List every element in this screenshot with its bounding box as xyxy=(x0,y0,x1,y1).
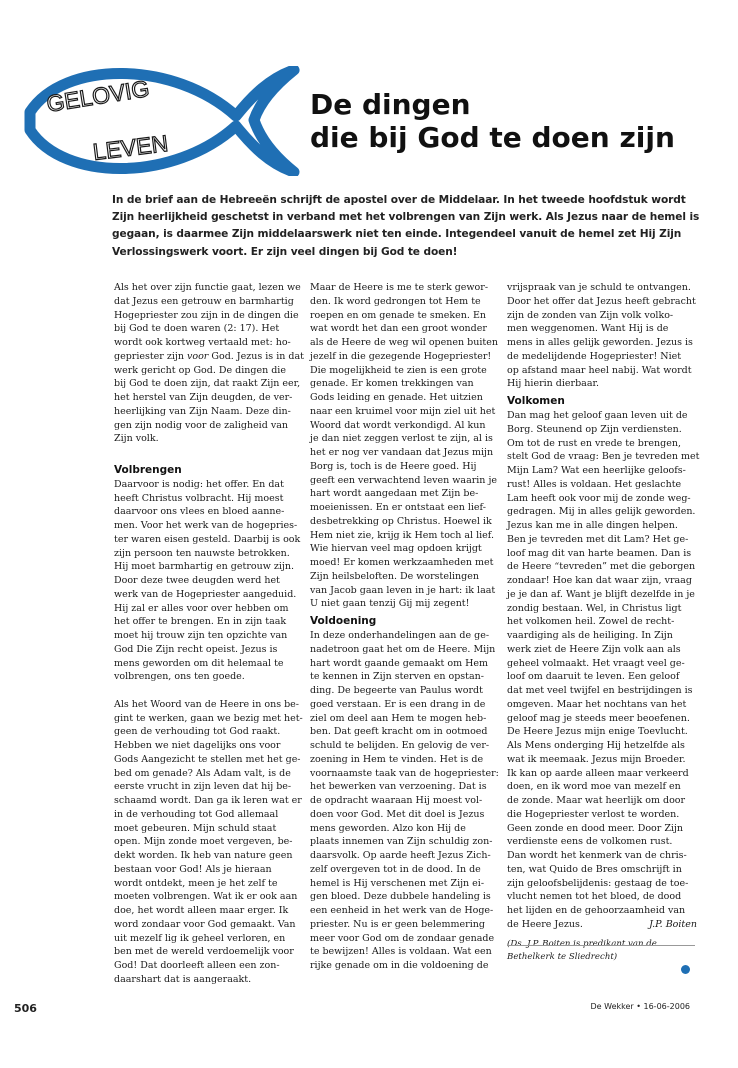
text-line: word zondaar voor God gemaakt. Van xyxy=(114,918,296,930)
text-line: ten, wat Quido de Bres omschrijft in xyxy=(507,863,682,875)
author-note-line-1: (Ds. J.P. Boiten is predikant van de xyxy=(507,938,657,949)
closing-line xyxy=(507,918,697,932)
text-line: hemel is Hij verschenen met Zijn ei- xyxy=(310,877,485,889)
paragraph-gap xyxy=(114,446,304,460)
author-note-line-2: Bethelkerk te Sliedrecht) xyxy=(507,952,618,963)
text-line: Borg. Steunend op Zijn verdiensten. xyxy=(507,423,682,435)
text-line: moet hij trouw zijn ten opzichte van xyxy=(114,630,288,641)
text-line: Dan wordt het kenmerk van de chris- xyxy=(507,850,687,861)
text-line: bestaan voor God! Als je hieraan xyxy=(114,863,272,875)
footer-publication: De Wekker • 16-06-2006 xyxy=(590,1002,690,1011)
text-line: vaardiging als de heiliging. In Zijn xyxy=(507,630,673,641)
text-line: wat ik meemaak. Jezus mijn Broeder. xyxy=(507,753,686,765)
text-line: loof mag dit van harte beamen. Dan is xyxy=(507,547,692,559)
logo-word-gelovig: GELOVIG xyxy=(44,75,152,117)
text-line: werk van de Hogepriester aangeduid. xyxy=(114,588,297,600)
text-column-3-body xyxy=(507,281,700,918)
text-line: Door deze twee deugden werd het xyxy=(114,575,280,586)
text-line: rust! Alles is voldaan. Het geslachte xyxy=(507,478,682,490)
section-heading: Voldoening xyxy=(310,615,377,627)
text-line: hart wordt gaande gemaakt om Hem xyxy=(310,657,489,669)
text-line: gint te werken, gaan we bezig met het- xyxy=(114,712,303,724)
closing-text: de Heere Jezus. xyxy=(507,918,583,930)
text-line: volbrengen, ons ten goede. xyxy=(114,671,245,683)
text-line: moeten volbrengen. Wat ik er ook aan xyxy=(114,891,298,903)
text-line: daarsvolk. Op aarde heeft Jezus Zich- xyxy=(310,850,491,861)
text-line: Daarvoor is nodig: het offer. En dat xyxy=(114,478,284,490)
text-line: Gods Aangezicht te stellen met het ge- xyxy=(114,753,301,765)
text-line: Die mogelijkheid te zien is een grote xyxy=(310,364,487,376)
text-line: zelf overgeven tot in de dood. In de xyxy=(310,863,481,875)
text-line: geloof mag je steeds meer beoefenen. xyxy=(507,712,690,724)
text-line: Borg is, toch is de Heere goed. Hij xyxy=(310,460,477,472)
text-line: daarvoor ons vlees en bloed aanne- xyxy=(114,506,285,518)
text-line: werk ziet de Heere Zijn volk aan als xyxy=(507,643,681,655)
text-line: U niet gaan tenzij Gij mij zegent! xyxy=(310,598,470,610)
text-line: Woord dat wordt verkondigd. Al kun xyxy=(310,419,486,431)
text-line: vlucht nemen tot het bloed, de dood xyxy=(507,891,682,903)
text-line: mens geworden. Alzo kon Hij de xyxy=(310,822,466,834)
text-line: Gods leiding en genade. Het uitzien xyxy=(310,392,483,403)
author-signature: J.P. Boiten xyxy=(649,918,697,930)
text-line: priester. Nu is er geen belemmering xyxy=(310,918,485,930)
fish-outline xyxy=(30,70,294,172)
text-line: zijn persoon ten nauwste betrokken. xyxy=(114,547,290,559)
section-heading: Volkomen xyxy=(507,395,565,407)
text-line: de zonde. Maar wat heerlijk om door xyxy=(507,795,686,806)
text-line: den. Ik word gedrongen tot Hem te xyxy=(310,295,481,307)
text-line: werk gericht op God. De dingen die xyxy=(114,364,286,376)
text-line: de opdracht waaraan Hij moest vol- xyxy=(310,795,483,806)
text-line: het bewerken van verzoening. Dat is xyxy=(310,781,487,793)
text-line: wordt ontdekt, meen je het zelf te xyxy=(114,877,278,889)
text-line: Hebben we niet dagelijks ons voor xyxy=(114,740,281,751)
text-line: zoening in Hem te vinden. Het is de xyxy=(310,753,484,765)
gelovig-leven-logo xyxy=(24,66,300,176)
text-line: in de verhouding tot God allemaal xyxy=(114,808,279,820)
text-line: In deze onderhandelingen aan de ge- xyxy=(310,630,490,641)
text-line: heerlijking van Zijn Naam. Deze din- xyxy=(114,405,291,417)
text-line: goed verstaan. Er is een drang in de xyxy=(310,698,486,710)
text-line: eerste vrucht in zijn leven dat hij be- xyxy=(114,781,292,793)
text-line: te kennen in Zijn sterven en opstan- xyxy=(310,671,484,683)
text-line: een eenheid in het werk van de Hoge- xyxy=(310,905,494,916)
note-divider xyxy=(507,945,695,946)
text-line: het volkomen heil. Zowel de recht- xyxy=(507,616,675,628)
text-line: schaamd wordt. Dan ga ik leren wat er xyxy=(114,795,302,806)
end-mark-dot xyxy=(681,965,690,974)
text-line: desbetrekking op Christus. Hoewel ik xyxy=(310,515,492,527)
text-line: gepriester zijn voor God. Jezus is in dat xyxy=(114,350,304,362)
text-line: dekt worden. Ik heb van nature geen xyxy=(114,850,293,861)
section-heading: Volbrengen xyxy=(114,463,182,476)
text-line: Geen zonde en dood meer. Door Zijn xyxy=(507,822,684,834)
text-line: Ben je tevreden met dit Lam? Het ge- xyxy=(507,533,689,545)
text-line: Om tot de rust en vrede te brengen, xyxy=(507,437,681,449)
text-line: vrijspraak van je schuld te ontvangen. xyxy=(507,282,691,293)
text-line: plaats innemen van Zijn schuldig zon- xyxy=(310,836,493,848)
text-line: Ik kan op aarde alleen maar verkeerd xyxy=(507,767,689,779)
text-line: De Heere Jezus mijn enige Toevlucht. xyxy=(507,726,688,738)
text-line: men. Voor het werk van de hogepries- xyxy=(114,520,298,531)
title-line-1: De dingen xyxy=(310,88,471,121)
text-line: geeft een verwachtend leven waarin je xyxy=(310,474,498,486)
text-line: daarshart dat is aangeraakt. xyxy=(114,973,252,985)
text-line: ziel om deel aan Hem te mogen heb- xyxy=(310,712,487,724)
text-line: doen, en ik word moe van mezelf en xyxy=(507,781,681,793)
text-line: Door het offer dat Jezus heeft gebracht xyxy=(507,295,696,307)
text-line: bij God te doen zijn, dat raakt Zijn eer, xyxy=(114,378,301,390)
text-line: nadetroon gaat het om de Heere. Mijn xyxy=(310,643,496,655)
text-line: zijn geloofsbelijdenis: gestaag de toe- xyxy=(507,877,689,889)
title-line-2: die bij God te doen zijn xyxy=(310,121,675,154)
paragraph-gap xyxy=(114,684,304,698)
text-line: zijn de zonden van Zijn volk volko- xyxy=(507,309,674,321)
text-line: Dan mag het geloof gaan leven uit de xyxy=(507,410,688,421)
text-line: meer voor God om de zondaar genade xyxy=(310,932,495,944)
text-line: als de Heere de weg wil openen buiten xyxy=(310,337,498,348)
text-line: op afstand maar heel nabij. Wat wordt xyxy=(507,364,692,376)
text-line: Lam heeft ook voor mij de zonde weg- xyxy=(507,492,691,504)
text-line: Zijn volk. xyxy=(114,433,159,445)
text-line: gen bloed. Deze dubbele handeling is xyxy=(310,891,491,903)
text-line: het lijden en de gehoorzaamheid van xyxy=(507,905,686,916)
article-title xyxy=(310,88,720,154)
text-line: moet gebeuren. Mijn schuld staat xyxy=(114,822,277,834)
text-line: geen de verhouding tot God raakt. xyxy=(114,726,281,738)
text-line: genade. Er komen trekkingen van xyxy=(310,378,474,390)
text-line: loof om daaruit te leven. Een geloof xyxy=(507,671,680,683)
text-line: open. Mijn zonde moet vergeven, be- xyxy=(114,836,293,848)
text-column-2 xyxy=(310,281,500,973)
text-line: bed om genade? Als Adam valt, is de xyxy=(114,767,291,779)
text-line: dat met veel twijfel en bestrijdingen is xyxy=(507,685,693,696)
text-line: het herstel van Zijn deugden, de ver- xyxy=(114,392,293,403)
text-line: omgeven. Maar het nochtans van het xyxy=(507,698,687,710)
page-number: 506 xyxy=(14,1002,37,1015)
text-line: het er nog ver vandaan dat Jezus mijn xyxy=(310,447,494,458)
text-line: Jezus kan me in alle dingen helpen. xyxy=(507,520,678,531)
text-line: men weggenomen. Want Hij is de xyxy=(507,323,669,335)
text-line: wordt ook kortweg vertaald met: ho- xyxy=(114,337,291,348)
text-line: te bewijzen! Alles is voldaan. Wat een xyxy=(310,946,492,958)
text-line: ben. Dat geeft kracht om in ootmoed xyxy=(310,726,488,738)
text-line: stelt God de vraag: Ben je tevreden met xyxy=(507,451,700,463)
text-line: dat Jezus een getrouw en barmhartig xyxy=(114,295,294,307)
text-line: het offer te brengen. En in zijn taak xyxy=(114,616,287,628)
text-line: Hij zal er alles voor over hebben om xyxy=(114,602,289,614)
text-line: ben met de wereld verdoemelijk voor xyxy=(114,946,294,958)
text-line: zondig bestaan. Wel, in Christus ligt xyxy=(507,602,682,614)
text-line: mens geworden om dit helemaal te xyxy=(114,657,284,669)
text-line: mens in alles gelijk geworden. Jezus is xyxy=(507,337,693,348)
text-line: gen zijn nodig voor de zaligheid van xyxy=(114,419,288,431)
text-line: schuld te belijden. En gelovig de ver- xyxy=(310,740,490,751)
text-line: Als Mens onderging Hij hetzelfde als xyxy=(507,740,685,751)
text-line: doe, het wordt alleen maar erger. Ik xyxy=(114,905,289,916)
text-line: moeienissen. En er ontstaat een lief- xyxy=(310,502,486,513)
text-line: Zijn heilsbeloften. De worstelingen xyxy=(310,570,479,582)
text-line: je dan niet zeggen verlost te zijn, al is xyxy=(310,433,493,445)
text-line: ter waren eisen gesteld. Daarbij is ook xyxy=(114,533,301,545)
text-line: Als het over zijn functie gaat, lezen we xyxy=(114,282,301,293)
text-line: jezelf in die gezegende Hogepriester! xyxy=(310,350,492,362)
text-line: Wie hiervan veel mag opdoen krijgt xyxy=(310,543,482,555)
text-line: geheel volmaakt. Het vraagt veel ge- xyxy=(507,657,685,669)
text-line: Hij moet barmhartig en getrouw zijn. xyxy=(114,561,294,573)
text-line: uit mezelf lig ik geheel verloren, en xyxy=(114,932,286,944)
text-line: hart wordt aangedaan met Zijn be- xyxy=(310,488,479,500)
text-line: ding. De begeerte van Paulus wordt xyxy=(310,685,483,696)
text-line: zondaar! Hoe kan dat waar zijn, vraag xyxy=(507,575,692,586)
text-line: gedragen. Mij in alles gelijk geworden. xyxy=(507,506,696,518)
text-line: Hem niet zie, krijg ik Hem toch al lief. xyxy=(310,529,495,541)
text-line: Hogepriester zou zijn in de dingen die xyxy=(114,309,299,321)
text-line: doen voor God. Met dit doel is Jezus xyxy=(310,808,485,820)
logo-word-leven: LEVEN xyxy=(91,129,170,165)
text-line: verdienste eens de volkomen rust. xyxy=(507,836,673,848)
text-line: van Jacob gaan leven in je hart: ik laat xyxy=(310,584,496,596)
text-line: wat wordt het dan een groot wonder xyxy=(310,323,487,335)
text-line: God! Dat doorleeft alleen een zon- xyxy=(114,960,280,971)
text-line: de medelijdende Hogepriester! Niet xyxy=(507,350,682,362)
text-line: Mijn Lam? Wat een heerlijke geloofs- xyxy=(507,465,686,476)
text-line: de Heere “tevreden” met die geborgen xyxy=(507,561,696,573)
text-line: Maar de Heere is me te sterk gewor- xyxy=(310,282,489,293)
text-line: die Hogepriester verlost te worden. xyxy=(507,808,680,820)
text-line: voornaamste taak van de hogepriester: xyxy=(310,767,499,779)
intro-paragraph: In de brief aan de Hebreeën schrijft de apostel over de Middelaar. In het tweede hoofdstuk wordt Zijn heerlijkheid geschetst in verband met het volbrengen van Zijn werk. Als Jezus naar de hemel is gegaan, is daarmee Zijn middelaarswerk niet ten einde. Integendeel vanuit de hemel zet Hij Zijn Verlossingswerk voort. Er zijn veel dingen bij God te doen! xyxy=(112,194,700,258)
text-line: rijke genade om in die voldoening de xyxy=(310,960,489,971)
text-line: moed! Er komen werkzaamheden met xyxy=(310,557,494,568)
text-column-3 xyxy=(507,281,700,965)
text-line: je je dan af. Want je blijft dezelfde in je xyxy=(507,588,695,600)
text-line: roepen en om genade te smeken. En xyxy=(310,309,486,321)
text-line: Als het Woord van de Heere in ons be- xyxy=(114,698,299,710)
text-column-1 xyxy=(114,281,304,987)
text-line: bij God te doen waren (2: 17). Het xyxy=(114,323,280,335)
text-line: God Die Zijn recht opeist. Jezus is xyxy=(114,643,278,655)
text-line: naar een kruimel voor mijn ziel uit het xyxy=(310,405,496,417)
text-line: Hij hierin dierbaar. xyxy=(507,378,599,390)
text-line: heeft Christus volbracht. Hij moest xyxy=(114,492,284,504)
